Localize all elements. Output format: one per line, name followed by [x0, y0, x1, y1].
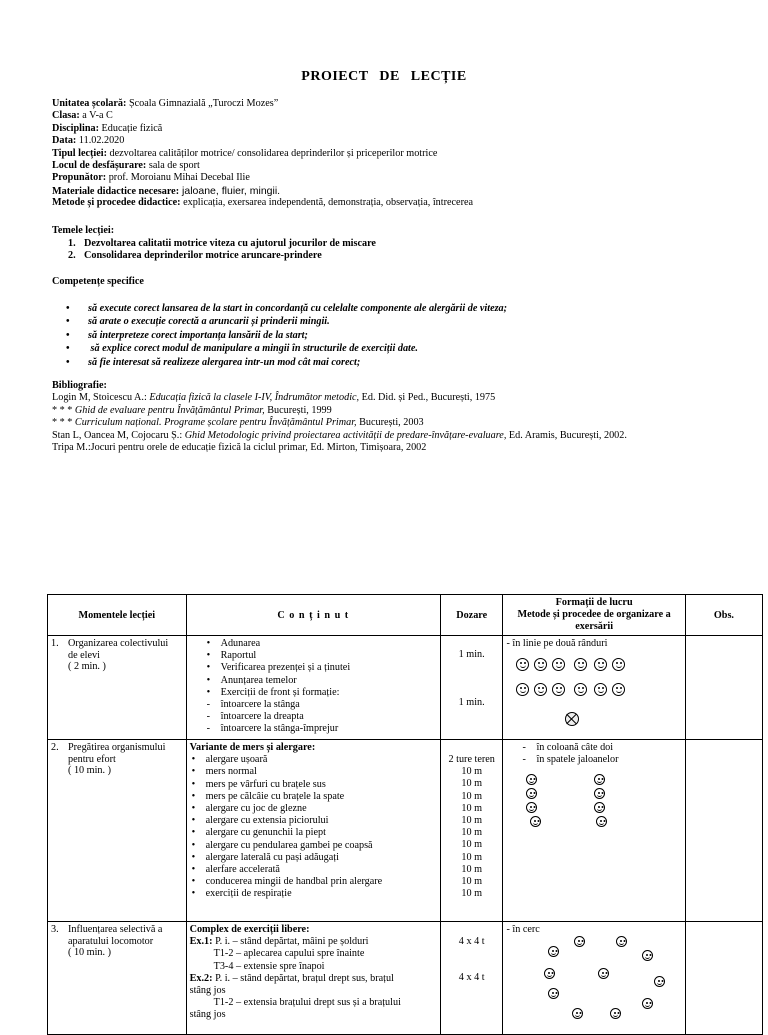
table-header-row: [48, 595, 763, 636]
biblio-title: Educația fizică la clasele I-IV, Îndrumător metodic,: [149, 392, 360, 404]
moment-line: Pregătirea organismului: [68, 742, 166, 753]
moment-line: de elevi: [68, 649, 100, 661]
student-icon: [654, 976, 665, 987]
student-icon: [548, 946, 559, 957]
dosage-cell: [440, 922, 503, 1035]
content-heading: Complex de exerciții libere:: [189, 924, 310, 935]
page-title: PROIECT DE LECȚIE: [301, 69, 467, 84]
student-icon: [642, 950, 653, 961]
header-content: C o n ț i n u t: [186, 595, 440, 636]
exercise-line: stâng jos: [189, 1009, 226, 1021]
moment-label: [68, 924, 162, 959]
student-icon: [526, 788, 537, 799]
theme-number: 2.: [68, 250, 76, 262]
student-icon: [572, 1008, 583, 1019]
moment-label: [68, 638, 168, 673]
content-sublist: [205, 699, 437, 736]
class-label: Clasa:: [52, 110, 80, 122]
moment-number: 1.: [51, 638, 59, 649]
moment-line: ( 10 min. ): [68, 765, 112, 777]
school-value: Școala Gimnazială „Turoczi Mozes”: [126, 98, 279, 109]
dosage-value: 4 x 4 t: [458, 972, 485, 984]
biblio-publisher: Ed. Did. și Ped., București, 1975: [359, 392, 496, 404]
teacher-line: [52, 172, 742, 184]
student-icon: [594, 802, 605, 813]
biblio-author: * * *: [52, 404, 75, 416]
lesson-table: [47, 594, 763, 1035]
theme-item: [68, 250, 376, 262]
table-row: [48, 636, 763, 740]
formation-text: - în spatele jaloanelor: [520, 754, 681, 766]
discipline-line: [52, 123, 742, 135]
moment: [51, 742, 183, 777]
theme-item: [68, 238, 376, 250]
list-item: • exerciții de respirație: [190, 888, 437, 900]
obs-cell: [685, 636, 762, 740]
list-item: • Verificarea prezenței și a ținutei: [205, 662, 437, 674]
discipline-label: Disciplina:: [52, 122, 99, 134]
biblio-entry: [52, 392, 752, 404]
moment-line: ( 10 min. ): [68, 947, 112, 959]
competence-text: să arate o execuție corectă a aruncarii și prinderii mingii.: [88, 316, 330, 328]
formation-text: - în coloană câte doi: [520, 742, 681, 754]
formation-list: [520, 742, 681, 766]
moment-line: pentru efort: [68, 753, 116, 765]
dosage-value: 10 m: [461, 851, 483, 863]
header-formations-subtitle: Metode și procedee de organizare a exersării: [517, 609, 671, 632]
biblio-title: Ghid Metodologic privind proiectarea activității de predare-învățare-evaluare,: [184, 429, 507, 441]
biblio-entry: [52, 442, 752, 454]
dosage-value: 4 x 4 t: [458, 936, 485, 947]
formation-diagram: [506, 650, 681, 730]
biblio-entry: [52, 430, 752, 442]
dosage-value: 10 m: [461, 863, 483, 875]
student-icon: [552, 683, 565, 696]
biblio-entry: [52, 405, 752, 417]
header-obs: Obs.: [685, 595, 762, 636]
list-item: • conducerea mingii de handbal prin alergare: [190, 876, 437, 888]
list-item: • Exerciții de front și formație:: [205, 687, 437, 699]
student-icon: [594, 658, 607, 671]
student-icon: [516, 683, 529, 696]
table-row: [48, 922, 763, 1035]
competence-item: • să arate o execuție corectă a aruncarii și prinderii mingii.: [66, 316, 330, 328]
obs-cell: [685, 740, 762, 922]
exercise-label: Ex.2:: [189, 972, 213, 984]
exercise-line: stâng jos: [189, 985, 226, 997]
theme-text: Consolidarea deprinderilor motrice aruncare-prindere: [84, 250, 322, 262]
competence-text: să fie interesat să realizeze alergarea intr-un mod cât mai corect;: [88, 356, 361, 368]
dosage-value: 10 m: [461, 876, 483, 888]
dosage-cell: [440, 740, 503, 922]
competence-item: • să interpreteze corect importanța lansării de la start;: [66, 329, 308, 341]
biblio-author: * * *: [52, 417, 75, 429]
school-line: [52, 98, 742, 110]
student-icon: [610, 1008, 621, 1019]
competence-item: • să explice corect modul de manipulare a mingii în structurile de exerciții date.: [66, 343, 418, 355]
exercise-line: P. i. – stând depărtat, brațul drept sus, brațul: [212, 972, 394, 984]
place-label: Locul de desfășurare:: [52, 159, 147, 171]
student-icon: [530, 816, 541, 827]
competence-item: • să execute corect lansarea de la start in concordanță cu celelalte componente ale alergării de viteza;: [66, 303, 508, 314]
list-item: • alergare cu pendularea gambei pe coapsă: [190, 840, 437, 852]
student-icon: [596, 816, 607, 827]
list-item: • Anunțarea temelor: [205, 675, 437, 687]
moment-line: Influențarea selectivă a: [68, 924, 163, 935]
discipline-value: Educație fizică: [98, 122, 163, 134]
moment-line: Organizarea colectivului: [68, 638, 169, 649]
methods-label: Metode și procedee didactice:: [52, 197, 181, 209]
list-subitem: - întoarcere la stânga-împrejur: [205, 723, 437, 735]
methods-value: explicația, exersarea independentă, demonstrația, observația, întrecerea: [180, 197, 474, 209]
moment-label: [68, 742, 165, 777]
student-icon: [598, 968, 609, 979]
moment-line: aparatului locomotor: [68, 935, 154, 947]
dosage-value: 2 ture teren: [448, 754, 495, 765]
biblio-entry: [52, 417, 752, 429]
exercise-label: Ex.1:: [189, 936, 213, 948]
dosage-value: 10 m: [461, 839, 483, 851]
competence-text: să interpreteze corect importanța lansării de la start;: [88, 329, 308, 341]
formation-text: - în linie pe două rânduri: [506, 638, 608, 649]
list-item: • alergare laterală cu pași adăugați: [190, 852, 437, 864]
student-icon: [544, 968, 555, 979]
student-icon: [594, 683, 607, 696]
bibliography-label: Bibliografie:: [52, 380, 107, 391]
dosage-value: 1 min.: [458, 697, 485, 709]
moment-number: 2.: [51, 742, 59, 753]
formation-diagram: [506, 936, 681, 1032]
student-icon: [516, 658, 529, 671]
student-icon: [574, 936, 585, 947]
list-item: • alergare cu joc de glezne: [190, 803, 437, 815]
biblio-title: Curriculum național. Programe școlare pentru Învățământul Primar,: [74, 417, 357, 429]
content-list: [205, 638, 437, 699]
list-subitem: - întoarcere la dreapta: [205, 711, 437, 723]
list-item: • alergare ușoară: [190, 754, 437, 766]
methods-line: [52, 197, 742, 209]
biblio-author: Login M, Stoicescu A.:: [52, 392, 150, 404]
dosage-value: 10 m: [461, 778, 483, 790]
formation-text: - în cerc: [506, 924, 540, 935]
exercise-2: [190, 973, 437, 985]
dosage-value: 10 m: [461, 827, 483, 839]
list-item: • mers normal: [190, 766, 437, 778]
dosage-value: 10 m: [461, 888, 483, 900]
dosage-value: 10 m: [461, 790, 483, 802]
content-cell: [186, 922, 440, 1035]
student-icon: [574, 658, 587, 671]
formation-cell: [503, 922, 685, 1035]
school-label: Unitatea școlară:: [52, 98, 127, 109]
student-icon: [548, 988, 559, 999]
moment: [51, 924, 183, 959]
content-cell: [186, 740, 440, 922]
themes-label: Temele lecției:: [52, 225, 115, 236]
formation-cell: [503, 636, 685, 740]
moment-line: ( 2 min. ): [68, 661, 106, 673]
biblio-title: Ghid de evaluare pentru Învățământul Primar,: [74, 404, 265, 416]
content-cell: [186, 636, 440, 740]
list-item: • alerfare accelerată: [190, 864, 437, 876]
student-icon: [574, 683, 587, 696]
formation-diagram: [506, 766, 681, 836]
moment: [51, 638, 183, 673]
place-value: sala de sport: [146, 159, 200, 171]
lesson-header: [52, 98, 742, 210]
biblio-publisher: București, 2003: [356, 417, 424, 429]
exercise-line: T3-4 – extensie spre înapoi: [213, 960, 325, 972]
biblio-author: Stan L, Oancea M, Cojocaru Ș.:: [52, 429, 185, 441]
dosage-value: 10 m: [461, 815, 483, 827]
header-formations: [503, 595, 685, 636]
content-list: [190, 754, 437, 900]
themes-list: [68, 238, 376, 262]
dosage-value: 1 min.: [458, 649, 485, 660]
biblio-author: Tripa M.:Jocuri pentru orele de educație fizică la ciclul primar, Ed. Mirton, Timișoara, 2002: [52, 441, 427, 453]
competences-list: [66, 302, 507, 369]
theme-number: 1.: [68, 238, 76, 249]
moment-cell: [48, 922, 187, 1035]
student-icon: [642, 998, 653, 1009]
table-row: [48, 740, 763, 922]
student-icon: [526, 774, 537, 785]
class-value: a V-a C: [79, 110, 113, 122]
student-icon: [534, 658, 547, 671]
student-icon: [526, 802, 537, 813]
student-icon: [612, 658, 625, 671]
moment-number: 3.: [51, 924, 59, 935]
competence-item: • să fie interesat să realizeze alergarea intr-un mod cât mai corect;: [66, 356, 361, 368]
student-icon: [594, 774, 605, 785]
place-line: [52, 160, 742, 172]
competence-text: să execute corect lansarea de la start in concordanță cu celelalte componente ale alergării de viteza;: [88, 303, 508, 314]
type-label: Tipul lecției:: [52, 147, 107, 159]
exercise-line: P. i. – stând depărtat, mâini pe șolduri: [212, 936, 369, 948]
content-heading: Variante de mers și alergare:: [189, 742, 316, 753]
student-icon: [612, 683, 625, 696]
biblio-publisher: Ed. Aramis, București, 2002.: [506, 429, 627, 441]
list-item: • alergare cu genunchii la piept: [190, 827, 437, 839]
list-item: • Raportul: [205, 650, 437, 662]
dosage-value: 10 m: [461, 802, 483, 814]
materials-label: Materiale didactice necesare:: [52, 185, 180, 197]
date-label: Data:: [52, 135, 77, 147]
dosage-value: 10 m: [461, 766, 483, 778]
list-item: • alergare cu extensia piciorului: [190, 815, 437, 827]
materials-value: jaloane, fluier, mingii.: [179, 184, 281, 197]
header-dosage: Dozare: [440, 595, 503, 636]
exercise-line: T1-2 – aplecarea capului spre înainte: [213, 948, 365, 960]
moment-cell: [48, 740, 187, 922]
competence-text: să explice corect modul de manipulare a mingii în structurile de exerciții date.: [88, 343, 418, 355]
competences-label: Competențe specifice: [52, 276, 144, 287]
list-item: • Adunarea: [205, 638, 437, 650]
exercise-line: T1-2 – extensia brațului drept sus și a brațului: [213, 997, 401, 1009]
student-icon: [552, 658, 565, 671]
header-moment: Momentele lecției: [48, 595, 187, 636]
moment-cell: [48, 636, 187, 740]
obs-cell: [685, 922, 762, 1035]
student-icon: [594, 788, 605, 799]
theme-text: Dezvoltarea calitatii motrice viteza cu ajutorul jocurilor de miscare: [84, 238, 376, 249]
teacher-label: Propunător:: [52, 172, 107, 184]
type-value: dezvoltarea calităților motrice/ consolidarea deprinderilor și priceperilor motrice: [107, 147, 438, 159]
student-icon: [534, 683, 547, 696]
teacher-icon: [565, 712, 579, 726]
bibliography: [52, 380, 752, 454]
teacher-value: prof. Moroianu Mihai Decebal Ilie: [106, 172, 250, 184]
formation-cell: [503, 740, 685, 922]
list-item: • mers pe călcâie cu brațele la spate: [190, 791, 437, 803]
date-line: [52, 135, 742, 147]
header-formations-title: Formații de lucru: [555, 597, 633, 608]
class-line: [52, 110, 742, 122]
list-subitem: - întoarcere la stânga: [205, 699, 437, 711]
type-line: [52, 148, 742, 160]
biblio-publisher: București, 1999: [264, 404, 332, 416]
materials-line: [52, 185, 742, 197]
exercise-1: [190, 936, 437, 948]
list-item: • mers pe vârfuri cu brațele sus: [190, 779, 437, 791]
dosage-cell: [440, 636, 503, 740]
date-value: 11.02.2020: [76, 135, 125, 147]
student-icon: [616, 936, 627, 947]
